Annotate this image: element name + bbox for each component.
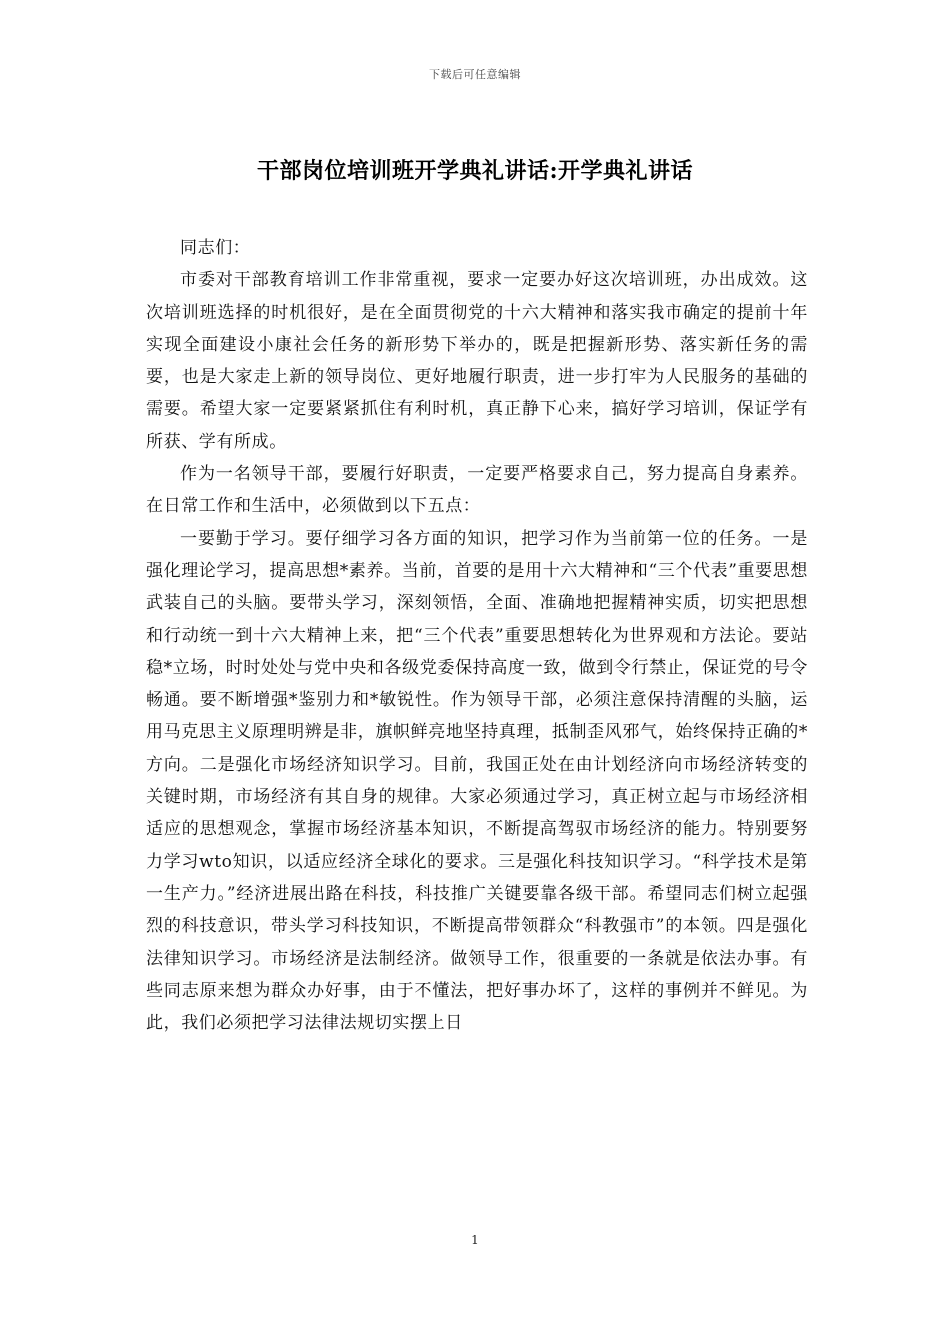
header-note: 下载后可任意编辑 (429, 68, 521, 81)
salutation: 同志们： (180, 238, 251, 258)
paragraph-2: 作为一名领导干部，要履行好职责，一定要严格要求自己，努力提高自身素养。在日常工作和生活中，必须做到以下五点： (146, 464, 808, 517)
page-number: 1 (471, 1233, 479, 1247)
document-body (146, 232, 808, 1039)
paragraph-3: 一要勤于学习。要仔细学习各方面的知识，把学习作为当前第一位的任务。一是强化理论学习，提高思想*素养。当前，首要的是用十六大精神和“三个代表”重要思想武装自己的头脑。要带头学习，深刻领悟，全面、准确地把握精神实质，切实把思想和行动统一到十六大精神上来，把“三个代表”重要思想转化为世界观和方法论。要站稳*立场，时时处处与党中央和各级党委保持高度一致，做到令行禁止，保证党的号令畅通。要不断增强*鉴别力和*敏锐性。作为领导干部，必须注意保持清醒的头脑，运用马克思主义原理明辨是非，旗帜鲜亮地坚持真理，抵制歪风邪气，始终保持正确的*方向。二是强化市场经济知识学习。目前，我国正处在由计划经济向市场经济转变的关键时期，市场经济有其自身的规律。大家必须通过学习，真正树立起与市场经济相适应的思想观念，掌握市场经济基本知识，不断提高驾驭市场经济的能力。特别要努力学习wto知识，以适应经济全球化的要求。三是强化科技知识学习。“科学技术是第一生产力。”经济进展出路在科技，科技推广关键要靠各级干部。希望同志们树立起强烈的科技意识，带头学习科技知识，不断提高带领群众“科教强市”的本领。四是强化法律知识学习。市场经济是法制经济。做领导工作，很重要的一条就是依法办事。有些同志原来想为群众办好事，由于不懂法，把好事办坏了，这样的事例并不鲜见。为此，我们必须把学习法律法规切实摆上日 (146, 528, 808, 1034)
document-title: 干部岗位培训班开学典礼讲话:开学典礼讲话 (256, 158, 694, 184)
paragraph-1: 市委对干部教育培训工作非常重视，要求一定要办好这次培训班，办出成效。这次培训班选择的时机很好，是在全面贯彻党的十六大精神和落实我市确定的提前十年实现全面建设小康社会任务的新形势下举办的，既是把握新形势、落实新任务的需要，也是大家走上新的领导岗位、更好地履行职责，进一步打牢为人民服务的基础的需要。希望大家一定要紧紧抓住有利时机，真正静下心来，搞好学习培训，保证学有所获、学有所成。 (146, 270, 808, 452)
